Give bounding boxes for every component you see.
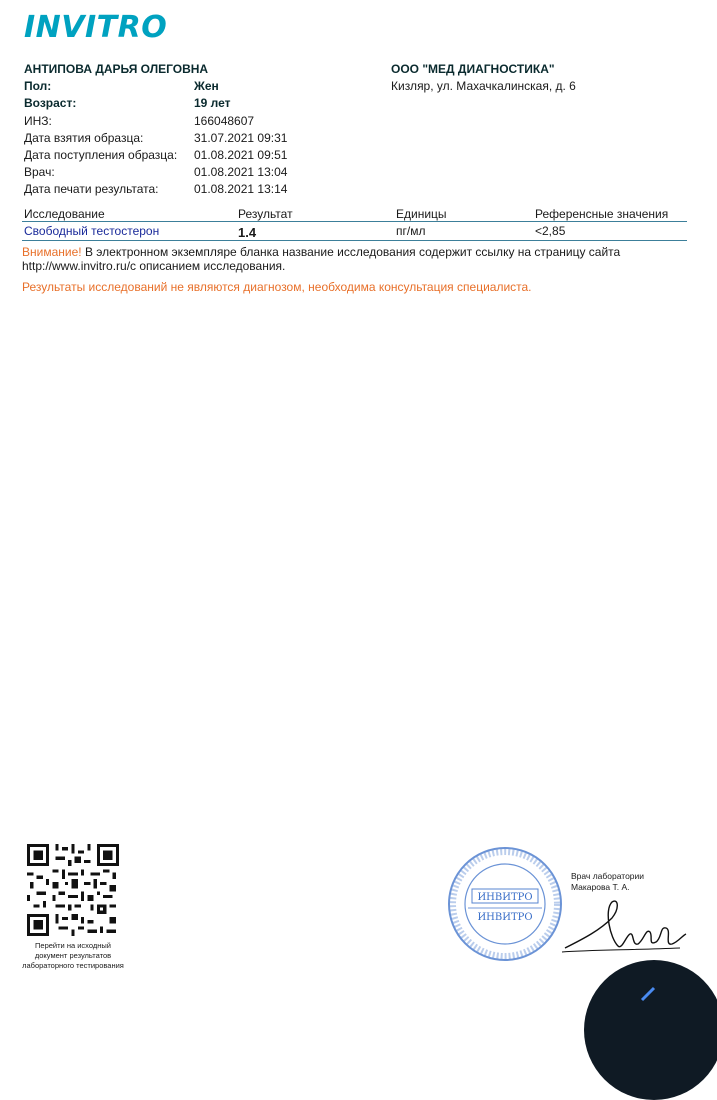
info-value: 19 лет (194, 96, 231, 110)
info-value: 01.08.2021 13:04 (194, 165, 288, 179)
info-row-received-date (24, 148, 344, 165)
patient-name: АНТИПОВА ДАРЬЯ ОЛЕГОВНА (24, 62, 209, 76)
info-row-sex (24, 79, 344, 96)
disclaimer: Результаты исследований не являются диагнозом, необходима консультация специалиста. (22, 280, 532, 294)
info-label: Пол: (24, 79, 52, 93)
notice (22, 245, 702, 273)
info-value: 01.08.2021 13:14 (194, 182, 288, 196)
units-value: пг/мл (396, 224, 426, 238)
info-label: Дата взятия образца: (24, 131, 144, 145)
qr-code[interactable] (27, 844, 119, 936)
info-label: Дата поступления образца: (24, 148, 178, 162)
info-value: 31.07.2021 09:31 (194, 131, 288, 145)
info-value: Жен (194, 79, 219, 93)
doctor-title: Врач лаборатории (571, 871, 645, 881)
qr-caption-line: документ результатов (34, 951, 112, 960)
info-label: Возраст: (24, 96, 77, 110)
lab-name: ООО "МЕД ДИАГНОСТИКА" (391, 62, 555, 76)
notice-text-end: с описанием исследования. (130, 259, 286, 273)
info-row-sample-date (24, 131, 344, 148)
qr-caption-line: лабораторного тестирования (22, 961, 124, 970)
notice-text: В электронном экземпляре бланка название исследования содержит ссылку на страницу сайта (81, 245, 621, 259)
info-row-inz (24, 114, 344, 131)
invitro-logo: INVITRO (24, 10, 168, 45)
header-test: Исследование (24, 207, 105, 221)
header-reference: Референсные значения (535, 207, 669, 221)
stamp-text: ИНВИТРО (477, 892, 533, 903)
info-label: ИНЗ: (24, 114, 52, 128)
reference-value: <2,85 (535, 224, 566, 238)
table-row (22, 222, 687, 241)
doctor-signature (560, 890, 690, 960)
qr-caption (14, 941, 132, 971)
info-value: 166048607 (194, 114, 255, 128)
invitro-url-link[interactable]: http://www.invitro.ru/ (22, 259, 131, 273)
test-name-link[interactable]: Свободный тестостерон (24, 224, 160, 238)
header-result: Результат (238, 207, 293, 221)
stamp-text: ИНВИТРО (477, 912, 533, 923)
result-value: 1.4 (238, 225, 257, 240)
scroll-button[interactable] (584, 960, 717, 1100)
qr-caption-line: Перейти на исходный (35, 941, 111, 950)
info-label: Дата печати результата: (24, 182, 159, 196)
lab-stamp (446, 845, 564, 963)
lab-address: Кизляр, ул. Махачкалинская, д. 6 (391, 79, 576, 93)
results-table (22, 205, 687, 241)
info-row-print-date (24, 182, 344, 199)
info-value: 01.08.2021 09:51 (194, 148, 288, 162)
notice-warning: Внимание! (22, 245, 82, 259)
info-row-doctor (24, 165, 344, 182)
doctor-name: Макарова Т. А. (571, 882, 630, 892)
info-row-age (24, 96, 344, 113)
results-header-row (22, 205, 687, 222)
info-label: Врач: (24, 165, 55, 179)
header-units: Единицы (396, 207, 447, 221)
